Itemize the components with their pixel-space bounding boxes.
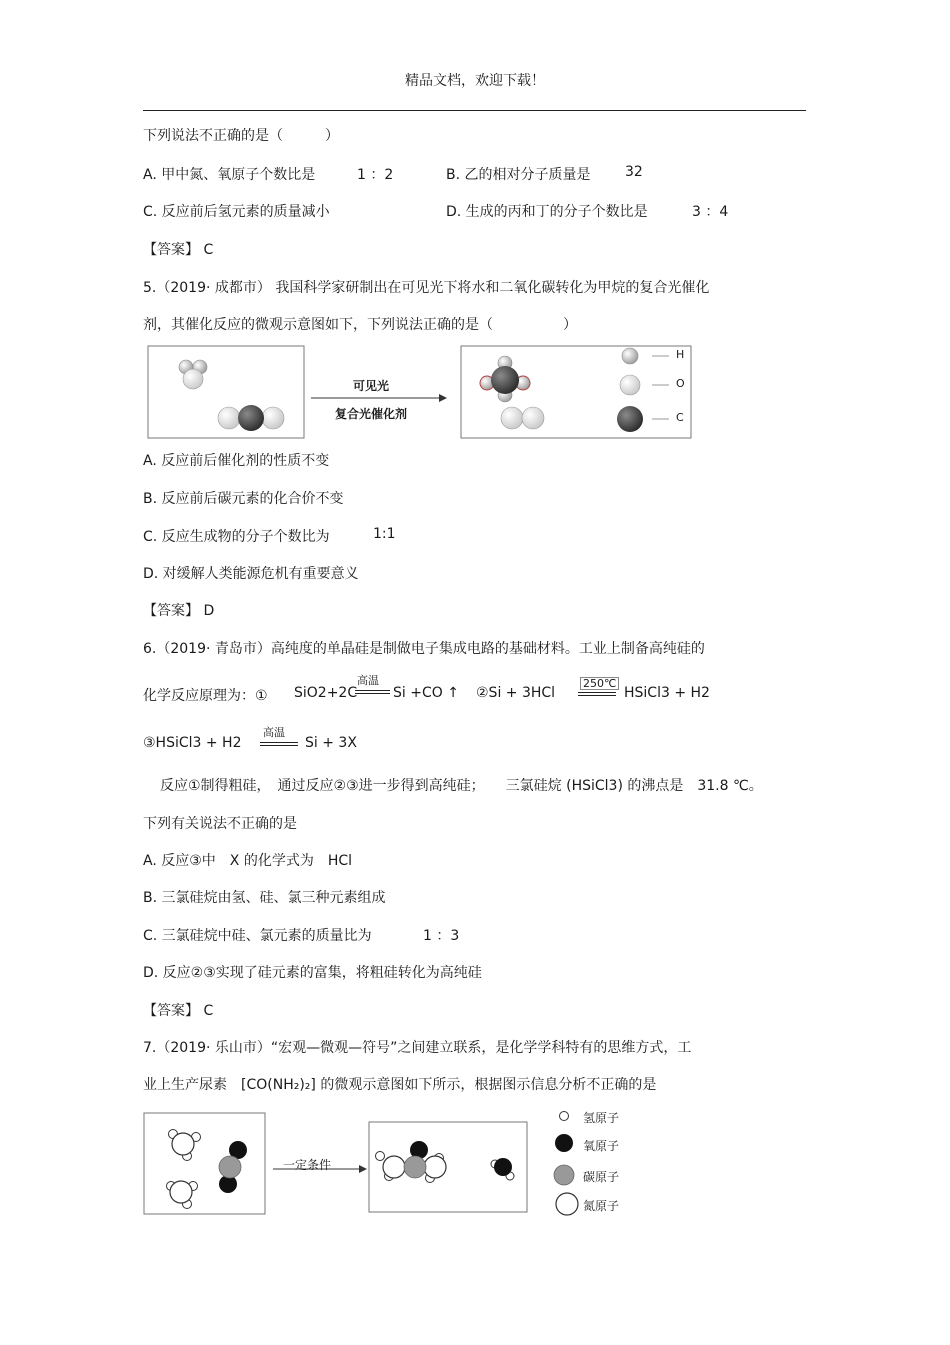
q6-eq2-products: HSiCl3 + H2 xyxy=(624,685,710,701)
q6-eq2-bar2 xyxy=(578,695,616,696)
legend-hydrogen-atom xyxy=(560,1112,569,1121)
q5-stem-line2: 剂，其催化反应的微观示意图如下，下列说法正确的是（ ） xyxy=(143,317,577,333)
q5-option-c-value: 1:1 xyxy=(373,526,396,542)
q5-diagram-svg xyxy=(143,341,695,441)
q4-option-b-value: 32 xyxy=(625,164,643,180)
legend-o-atom xyxy=(620,375,640,395)
q4-option-b: B. 乙的相对分子质量是 xyxy=(446,167,591,183)
co2-molecule xyxy=(218,405,284,431)
q7-stem-line2: 业上生产尿素 [CO(NH₂)₂] 的微观示意图如下所示，根据图示信息分析不正确的是 xyxy=(143,1077,657,1093)
page-header-title: 精品文档，欢迎下载！ xyxy=(405,73,545,89)
legend-c-atom xyxy=(617,406,643,432)
q4-option-a: A. 甲中氮、氧原子个数比是 xyxy=(143,167,316,183)
q6-eq3-bar2 xyxy=(260,745,298,746)
q5-reaction-diagram xyxy=(143,341,695,441)
q5-option-b: B. 反应前后碳元素的化合价不变 xyxy=(143,491,344,507)
q4-option-d: D. 生成的丙和丁的分子个数比是 xyxy=(446,204,648,220)
q5-legend-h: H xyxy=(676,348,685,361)
q4-option-d-value: 3 ：4 xyxy=(692,204,729,220)
q6-eq1-products: Si +CO ↑ xyxy=(393,685,459,701)
q6-eq1-condition: 高温 xyxy=(357,674,379,687)
legend-nitrogen-atom xyxy=(556,1193,578,1215)
q6-option-c-value: 1 ：3 xyxy=(423,928,460,944)
q5-legend-c: C xyxy=(676,411,684,424)
q6-option-c: C. 三氯硅烷中硅、氯元素的质量比为 xyxy=(143,928,372,944)
q4-stem: 下列说法不正确的是（ ） xyxy=(143,128,339,144)
q5-option-d: D. 对缓解人类能源危机有重要意义 xyxy=(143,566,359,582)
q7-legend-nitrogen: 氮原子 xyxy=(583,1199,620,1213)
q7-arrow-label: 一定条件 xyxy=(283,1158,332,1172)
q6-eq1-reactants: SiO2+2C xyxy=(294,685,358,701)
q5-option-c: C. 反应生成物的分子个数比为 xyxy=(143,529,330,545)
q6-option-d: D. 反应②③实现了硅元素的富集，将粗硅转化为高纯硅 xyxy=(143,965,482,981)
legend-h-atom xyxy=(622,348,638,364)
q6-eq3-reactants: ③HSiCl3 + H2 xyxy=(143,735,242,751)
q6-eq2-reactants: ②Si + 3HCl xyxy=(476,685,556,701)
q6-paragraph-line2: 下列有关说法不正确的是 xyxy=(143,816,297,832)
q5-arrow-bottom-label: 复合光催化剂 xyxy=(335,407,408,421)
q6-eq1-bar xyxy=(355,690,390,691)
q4-option-a-value: 1 ：2 xyxy=(357,167,394,183)
q7-reaction-diagram xyxy=(143,1106,625,1218)
q5-legend-o: O xyxy=(676,377,685,390)
q7-legend-carbon: 碳原子 xyxy=(583,1170,620,1184)
q6-eq3-condition: 高温 xyxy=(263,726,285,739)
q6-eq2-bar xyxy=(578,692,616,693)
q6-eq3-bar xyxy=(260,742,298,743)
q6-eq2-condition: 250℃ xyxy=(580,677,619,690)
header-rule xyxy=(143,110,806,111)
q6-option-a: A. 反应③中 X 的化学式为 HCl xyxy=(143,853,353,869)
q4-answer: 【答案】 C xyxy=(143,242,214,258)
q7-stem-line1: 7.（2019· 乐山市）“宏观—微观—符号”之间建立联系，是化学学科特有的思维方式，工 xyxy=(143,1040,692,1056)
q5-arrow-top-label: 可见光 xyxy=(353,379,390,393)
q6-option-b: B. 三氯硅烷由氢、硅、氯三种元素组成 xyxy=(143,890,386,906)
q6-paragraph-line1: 反应①制得粗硅， 通过反应②③进一步得到高纯硅； 三氯硅烷 (HSiCl3) 的沸点是 31.8 ℃。 xyxy=(160,778,763,794)
q5-answer: 【答案】 D xyxy=(143,603,215,619)
q7-diagram-svg xyxy=(143,1106,625,1218)
q6-answer: 【答案】 C xyxy=(143,1003,214,1019)
legend-oxygen-atom xyxy=(555,1134,573,1152)
legend-carbon-atom xyxy=(554,1165,574,1185)
q4-option-c: C. 反应前后氢元素的质量减小 xyxy=(143,204,330,220)
q5-option-a: A. 反应前后催化剂的性质不变 xyxy=(143,453,330,469)
q7-legend-oxygen: 氧原子 xyxy=(583,1139,620,1153)
q6-stem-line1: 6.（2019· 青岛市）高纯度的单晶硅是制做电子集成电路的基础材料。工业上制备高纯硅的 xyxy=(143,641,705,657)
q7-legend-hydrogen: 氢原子 xyxy=(583,1111,620,1125)
q6-equation-prefix: 化学反应原理为：① xyxy=(143,688,268,704)
q5-stem-line1: 5.（2019· 成都市） 我国科学家研制出在可见光下将水和二氧化碳转化为甲烷的复合光催化 xyxy=(143,280,710,296)
q6-eq1-bar2 xyxy=(355,693,390,694)
q6-eq3-products: Si + 3X xyxy=(305,735,357,751)
